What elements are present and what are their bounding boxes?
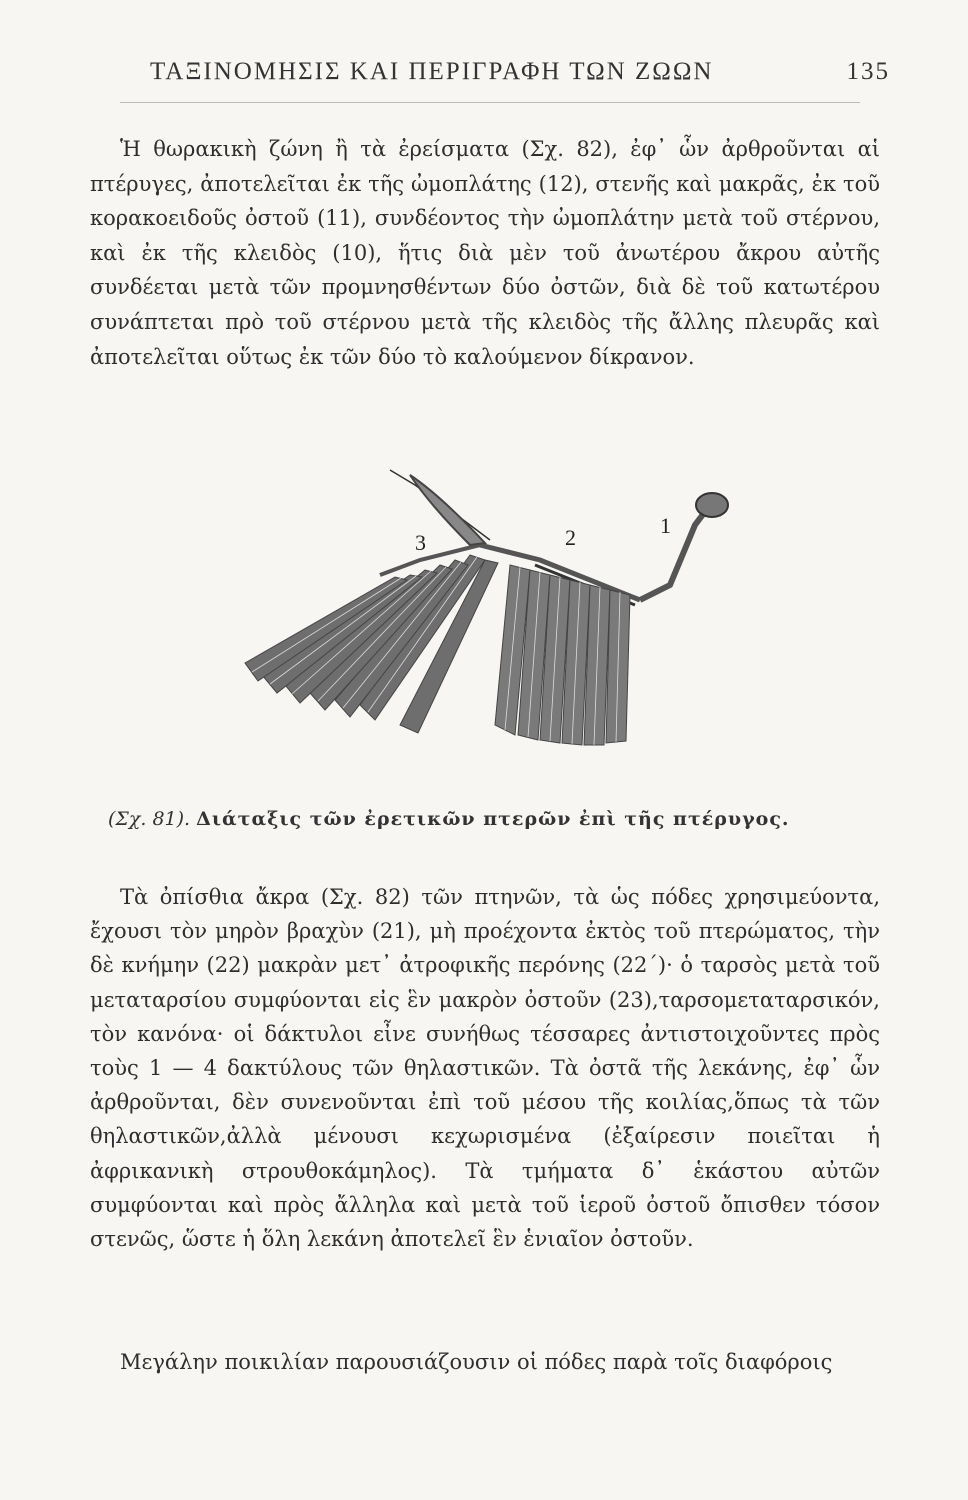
figure-label-3: 3 [415,530,426,555]
paragraph-hind-limbs: Τὰ ὀπίσθια ἄκρα (Σχ. 82) τῶν πτηνῶν, τὰ ὡς πόδες χρησιμεύοντα, ἔχουσι τὸν μηρὸν βραχὺν (21), μὴ προέχοντα ἐκτὸς τοῦ πτερώματος, τὴν δὲ κνήμην (22) μακρὰν μετ᾽ ἀτροφικῆς περόνης (22΄)· ὁ ταρσὸς μετὰ τοῦ μεταταρσίου συμφύονται εἰς ἓν μακρὸν ὀστοῦν (23),ταρσομεταταρσικόν, τὸν κανόνα· οἱ δάκτυλοι εἶνε συνήθως τέσσαρες ἀντιστοιχοῦντες πρὸς τοὺς 1 — 4 δακτύλους τῶν θηλαστικῶν. Τὰ ὀστᾶ τῆς λεκάνης, ἐφ᾽ ὧν ἀρθροῦνται, δὲν συνενοῦνται ἐπὶ τοῦ μέσου τῆς κοιλίας,ὅπως τὰ τῶν θηλαστικῶν,ἀλλὰ μένουσι κεχωρισμένα (ἐξαίρεσιν ποιεῖται ἡ ἀφρικανικὴ στρουθοκάμηλος). Τὰ τμήματα δ᾽ ἑκάστου αὐτῶν συμφύονται καὶ πρὸς ἄλληλα καὶ μετὰ τοῦ ἱεροῦ ὀστοῦ ὄπισθεν τόσον στενῶς, ὥστε ἡ ὅλη λεκάνη ἀποτελεῖ ἓν ἑνιαῖον ὀστοῦν. [90,885,880,1252]
page-number: 135 [846,58,890,85]
caption-title: Διάταξις τῶν ἐρετικῶν πτερῶν ἐπὶ τῆς πτέρυγος. [196,808,790,830]
wing-illustration [240,465,740,795]
header-rule [120,102,860,103]
caption-figure-ref: (Σχ. 81). [108,808,191,830]
running-header [150,58,890,86]
header-title: ΤΑΞΙΝΟΜΗΣΙΣ ΚΑΙ ΠΕΡΙΓΡΑΦΗ ΤΩΝ ΖΩΩΝ [150,58,714,85]
figure-label-2: 2 [565,525,576,550]
figure-caption [108,808,868,830]
figure-label-1: 1 [660,513,671,538]
paragraph-feet-variety: Μεγάλην ποικιλίαν παρουσιάζουσιν οἱ πόδες παρὰ τοῖς διαφόροις [120,1350,833,1374]
wing-feathers-figure [240,465,740,795]
paragraph-thoracic-girdle: Ἡ θωρακικὴ ζώνη ἢ τὰ ἐρείσματα (Σχ. 82), ἐφ᾽ ὧν ἀρθροῦνται αἱ πτέρυγες, ἀποτελεῖται ἐκ τῆς ὠμοπλάτης (12), στενῆς καὶ μακρᾶς, ἐκ τοῦ κορακοειδοῦς ὀστοῦ (11), συνδέοντος τὴν ὠμοπλάτην μετὰ τοῦ στέρνου, καὶ ἐκ τῆς κλειδὸς (10), ἥτις διὰ μὲν τοῦ ἀνωτέρου ἄκρου αὐτῆς συνδέεται μετὰ τῶν προμνησθέντων δύο ὀστῶν, διὰ δὲ τοῦ κατωτέρου συνάπτεται πρὸ τοῦ στέρνου μετὰ τῆς κλειδὸς τῆς ἄλλης πλευρᾶς καὶ ἀποτελεῖται οὕτως ἐκ τῶν δύο τὸ καλούμενον δίκρανον. [90,137,880,369]
